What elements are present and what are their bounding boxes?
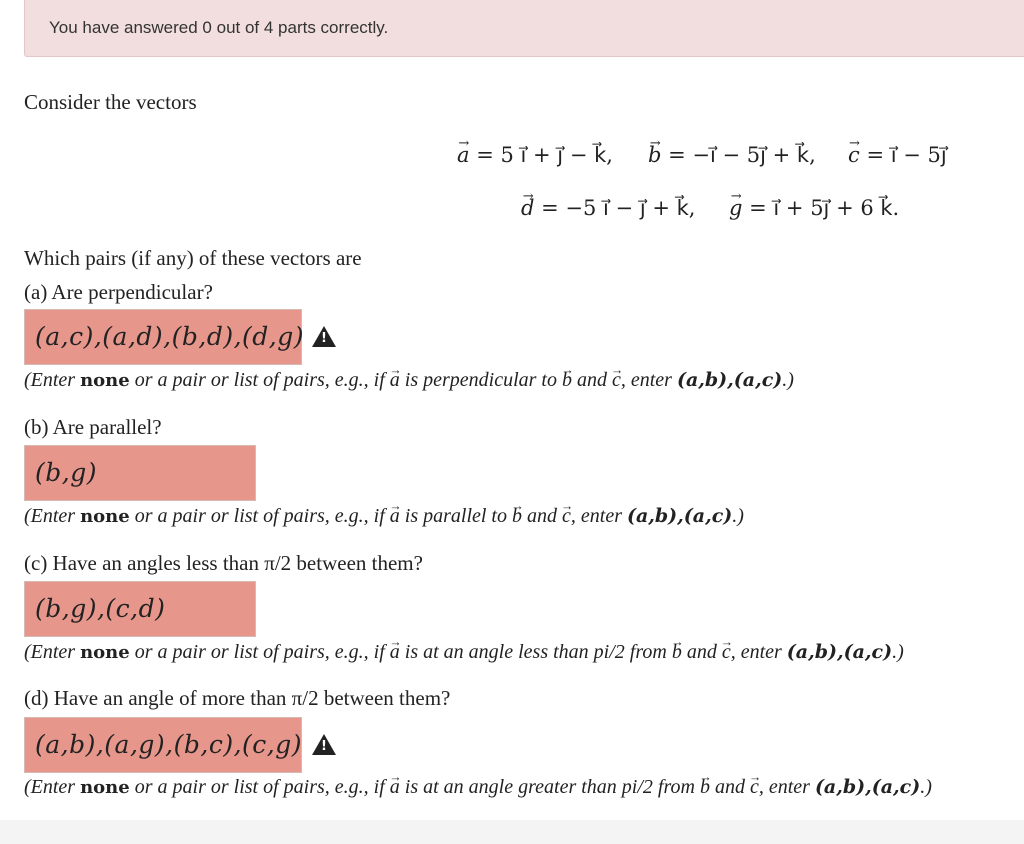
intro-text: Consider the vectors bbox=[24, 90, 197, 114]
part-d-answer-field[interactable] bbox=[24, 717, 302, 773]
part-b-answer-field[interactable] bbox=[24, 445, 256, 501]
part-c-answer-field[interactable] bbox=[24, 581, 256, 637]
question-text: Which pairs (if any) of these vectors are bbox=[24, 246, 362, 270]
part-b-answer-value: (b,g) bbox=[35, 458, 97, 487]
vector-b-def: → b = −ı⃗ − 5ȷ⃗ + k⃗, bbox=[648, 143, 816, 167]
vector-c-def: → c = ı⃗ − 5ȷ⃗ bbox=[848, 143, 947, 167]
part-d-label: (d) Have an angle of more than π/2 between them? bbox=[24, 686, 451, 710]
vector-g-def: → g = ı⃗ + 5ȷ⃗ + 6 k⃗. bbox=[729, 196, 899, 220]
part-a-label: (a) Are perpendicular? bbox=[24, 280, 213, 304]
part-a-answer-field[interactable] bbox=[24, 309, 302, 365]
part-c-hint: (Enter none or a pair or list of pairs, e.g., if → a is at an angle less than pi/2 from → b and → c, enter (a,b),(a,c).) bbox=[24, 641, 904, 664]
part-c-label: (c) Have an angles less than π/2 between them? bbox=[24, 551, 423, 575]
status-message: You have answered 0 out of 4 parts correctly. bbox=[49, 18, 389, 37]
part-c-answer-value: (b,g),(c,d) bbox=[35, 594, 166, 623]
part-b-label: (b) Are parallel? bbox=[24, 415, 162, 439]
part-a-hint: (Enter none or a pair or list of pairs, e.g., if → a is perpendicular to → b and → c, enter (a,b),(a,c).) bbox=[24, 369, 794, 392]
page-footer-strip bbox=[0, 820, 1024, 844]
vector-d-def: → d = −5 ı⃗ − ȷ⃗ + k⃗, bbox=[521, 196, 695, 220]
part-d-warning-icon[interactable] bbox=[312, 734, 336, 755]
part-a-warning-icon[interactable] bbox=[312, 326, 336, 347]
status-alert bbox=[24, 0, 1024, 57]
vector-a-def: → a = 5 ı⃗ + ȷ⃗ − k⃗, bbox=[457, 143, 613, 167]
part-d-answer-value: (a,b),(a,g),(b,c),(c,g) bbox=[35, 730, 302, 759]
part-b-hint: (Enter none or a pair or list of pairs, e.g., if → a is parallel to → b and → c, enter (a,b),(a,c).) bbox=[24, 505, 744, 528]
part-a-answer-value: (a,c),(a,d),(b,d),(d,g) bbox=[35, 322, 304, 351]
part-d-hint: (Enter none or a pair or list of pairs, e.g., if → a is at an angle greater than pi/2 from → b and → c, enter (a,b),(a,c).) bbox=[24, 776, 932, 799]
